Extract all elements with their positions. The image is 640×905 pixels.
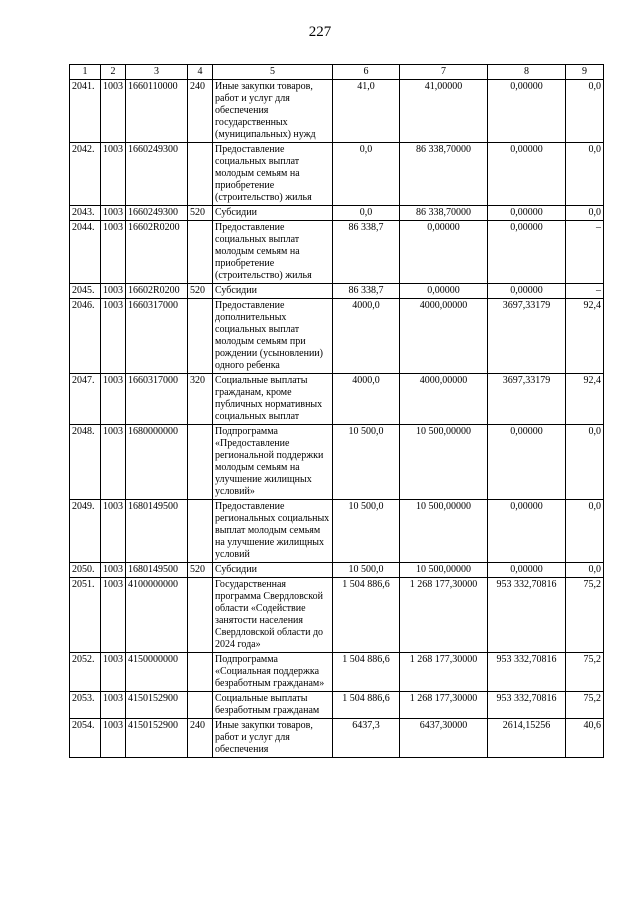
execution-percent: – [566,284,604,299]
approved-amount: 0,00000 [400,284,488,299]
expense-type-code [188,692,213,719]
planned-amount: 41,0 [333,80,400,143]
planned-amount: 86 338,7 [333,221,400,284]
table-row [70,500,604,563]
table-row [70,221,604,284]
expense-type-code [188,221,213,284]
target-article-code: 4150000000 [126,653,188,692]
expense-type-code: 320 [188,374,213,425]
executed-amount: 953 332,70816 [488,692,566,719]
planned-amount: 6437,3 [333,719,400,758]
approved-amount: 86 338,70000 [400,143,488,206]
expense-type-code: 240 [188,719,213,758]
approved-amount: 86 338,70000 [400,206,488,221]
section-code: 1003 [101,221,126,284]
planned-amount: 0,0 [333,206,400,221]
table-row [70,563,604,578]
execution-percent: 40,6 [566,719,604,758]
table-row [70,425,604,500]
execution-percent: 75,2 [566,692,604,719]
target-article-code: 1660317000 [126,299,188,374]
item-name: Предоставление региональных социальных выплат молодым семьям на улучшение жилищных условий [213,500,333,563]
row-number: 2046. [70,299,101,374]
section-code: 1003 [101,299,126,374]
row-number: 2045. [70,284,101,299]
table-row [70,284,604,299]
column-header: 7 [400,65,488,80]
executed-amount: 0,00000 [488,80,566,143]
table-row [70,653,604,692]
row-number: 2054. [70,719,101,758]
execution-percent: 92,4 [566,299,604,374]
row-number: 2050. [70,563,101,578]
column-header: 1 [70,65,101,80]
item-name: Предоставление социальных выплат молодым семьям на приобретение (строительство) жилья [213,221,333,284]
approved-amount: 10 500,00000 [400,500,488,563]
approved-amount: 4000,00000 [400,299,488,374]
approved-amount: 4000,00000 [400,374,488,425]
row-number: 2048. [70,425,101,500]
target-article-code: 1660317000 [126,374,188,425]
planned-amount: 1 504 886,6 [333,653,400,692]
target-article-code: 4150152900 [126,692,188,719]
target-article-code: 1660249300 [126,206,188,221]
column-header: 3 [126,65,188,80]
section-code: 1003 [101,563,126,578]
target-article-code: 1680149500 [126,500,188,563]
row-number: 2047. [70,374,101,425]
page-number: 227 [308,24,332,40]
column-header: 8 [488,65,566,80]
executed-amount: 2614,15256 [488,719,566,758]
planned-amount: 86 338,7 [333,284,400,299]
section-code: 1003 [101,374,126,425]
planned-amount: 0,0 [333,143,400,206]
execution-percent: 75,2 [566,578,604,653]
target-article-code: 1680149500 [126,563,188,578]
planned-amount: 4000,0 [333,374,400,425]
execution-percent: 92,4 [566,374,604,425]
planned-amount: 1 504 886,6 [333,578,400,653]
target-article-code: 4100000000 [126,578,188,653]
item-name: Подпрограмма «Предоставление региональной поддержки молодым семьям на улучшение жилищных условий» [213,425,333,500]
target-article-code: 1660110000 [126,80,188,143]
item-name: Субсидии [213,563,333,578]
expense-type-code: 240 [188,80,213,143]
approved-amount: 6437,30000 [400,719,488,758]
item-name: Социальные выплаты безработным гражданам [213,692,333,719]
expense-type-code [188,299,213,374]
expense-type-code [188,500,213,563]
expense-type-code: 520 [188,284,213,299]
executed-amount: 0,00000 [488,284,566,299]
row-number: 2051. [70,578,101,653]
table-row [70,143,604,206]
execution-percent: 0,0 [566,143,604,206]
planned-amount: 10 500,0 [333,500,400,563]
item-name: Субсидии [213,284,333,299]
approved-amount: 1 268 177,30000 [400,692,488,719]
expense-type-code [188,653,213,692]
approved-amount: 41,00000 [400,80,488,143]
table-row [70,206,604,221]
expense-type-code: 520 [188,563,213,578]
expense-type-code: 520 [188,206,213,221]
target-article-code: 16602R0200 [126,221,188,284]
expense-type-code [188,578,213,653]
executed-amount: 0,00000 [488,500,566,563]
execution-percent: 0,0 [566,206,604,221]
executed-amount: 953 332,70816 [488,578,566,653]
section-code: 1003 [101,284,126,299]
header-row [70,65,604,80]
execution-percent: 0,0 [566,563,604,578]
table-row [70,374,604,425]
executed-amount: 953 332,70816 [488,653,566,692]
planned-amount: 10 500,0 [333,563,400,578]
row-number: 2044. [70,221,101,284]
executed-amount: 0,00000 [488,425,566,500]
expense-type-code [188,143,213,206]
executed-amount: 3697,33179 [488,374,566,425]
execution-percent: 0,0 [566,500,604,563]
section-code: 1003 [101,425,126,500]
table-row [70,299,604,374]
section-code: 1003 [101,80,126,143]
item-name: Предоставление социальных выплат молодым семьям на приобретение (строительство) жилья [213,143,333,206]
approved-amount: 10 500,00000 [400,563,488,578]
column-header: 4 [188,65,213,80]
row-number: 2052. [70,653,101,692]
executed-amount: 0,00000 [488,221,566,284]
row-number: 2043. [70,206,101,221]
column-header: 2 [101,65,126,80]
column-header: 9 [566,65,604,80]
approved-amount: 0,00000 [400,221,488,284]
table-body [70,80,604,758]
item-name: Подпрограмма «Социальная поддержка безработным гражданам» [213,653,333,692]
table-row [70,692,604,719]
planned-amount: 4000,0 [333,299,400,374]
item-name: Иные закупки товаров, работ и услуг для обеспечения [213,719,333,758]
approved-amount: 1 268 177,30000 [400,653,488,692]
item-name: Государственная программа Свердловской области «Содействие занятости населения Свердловской области до 2024 года» [213,578,333,653]
target-article-code: 16602R0200 [126,284,188,299]
row-number: 2042. [70,143,101,206]
execution-percent: 75,2 [566,653,604,692]
target-article-code: 1660249300 [126,143,188,206]
execution-percent: 0,0 [566,80,604,143]
expense-type-code [188,425,213,500]
section-code: 1003 [101,206,126,221]
column-header: 6 [333,65,400,80]
table-row [70,719,604,758]
item-name: Социальные выплаты гражданам, кроме публичных нормативных социальных выплат [213,374,333,425]
row-number: 2053. [70,692,101,719]
budget-table [69,64,604,758]
section-code: 1003 [101,692,126,719]
approved-amount: 1 268 177,30000 [400,578,488,653]
table-row [70,578,604,653]
item-name: Предоставление дополнительных социальных выплат молодым семьям при рождении (усыновлении) одного ребенка [213,299,333,374]
executed-amount: 3697,33179 [488,299,566,374]
executed-amount: 0,00000 [488,563,566,578]
planned-amount: 1 504 886,6 [333,692,400,719]
approved-amount: 10 500,00000 [400,425,488,500]
item-name: Субсидии [213,206,333,221]
row-number: 2041. [70,80,101,143]
executed-amount: 0,00000 [488,206,566,221]
section-code: 1003 [101,653,126,692]
target-article-code: 4150152900 [126,719,188,758]
execution-percent: – [566,221,604,284]
item-name: Иные закупки товаров, работ и услуг для обеспечения государственных (муниципальных) нужд [213,80,333,143]
executed-amount: 0,00000 [488,143,566,206]
execution-percent: 0,0 [566,425,604,500]
row-number: 2049. [70,500,101,563]
target-article-code: 1680000000 [126,425,188,500]
planned-amount: 10 500,0 [333,425,400,500]
section-code: 1003 [101,578,126,653]
section-code: 1003 [101,719,126,758]
section-code: 1003 [101,500,126,563]
section-code: 1003 [101,143,126,206]
table-row [70,80,604,143]
column-header: 5 [213,65,333,80]
